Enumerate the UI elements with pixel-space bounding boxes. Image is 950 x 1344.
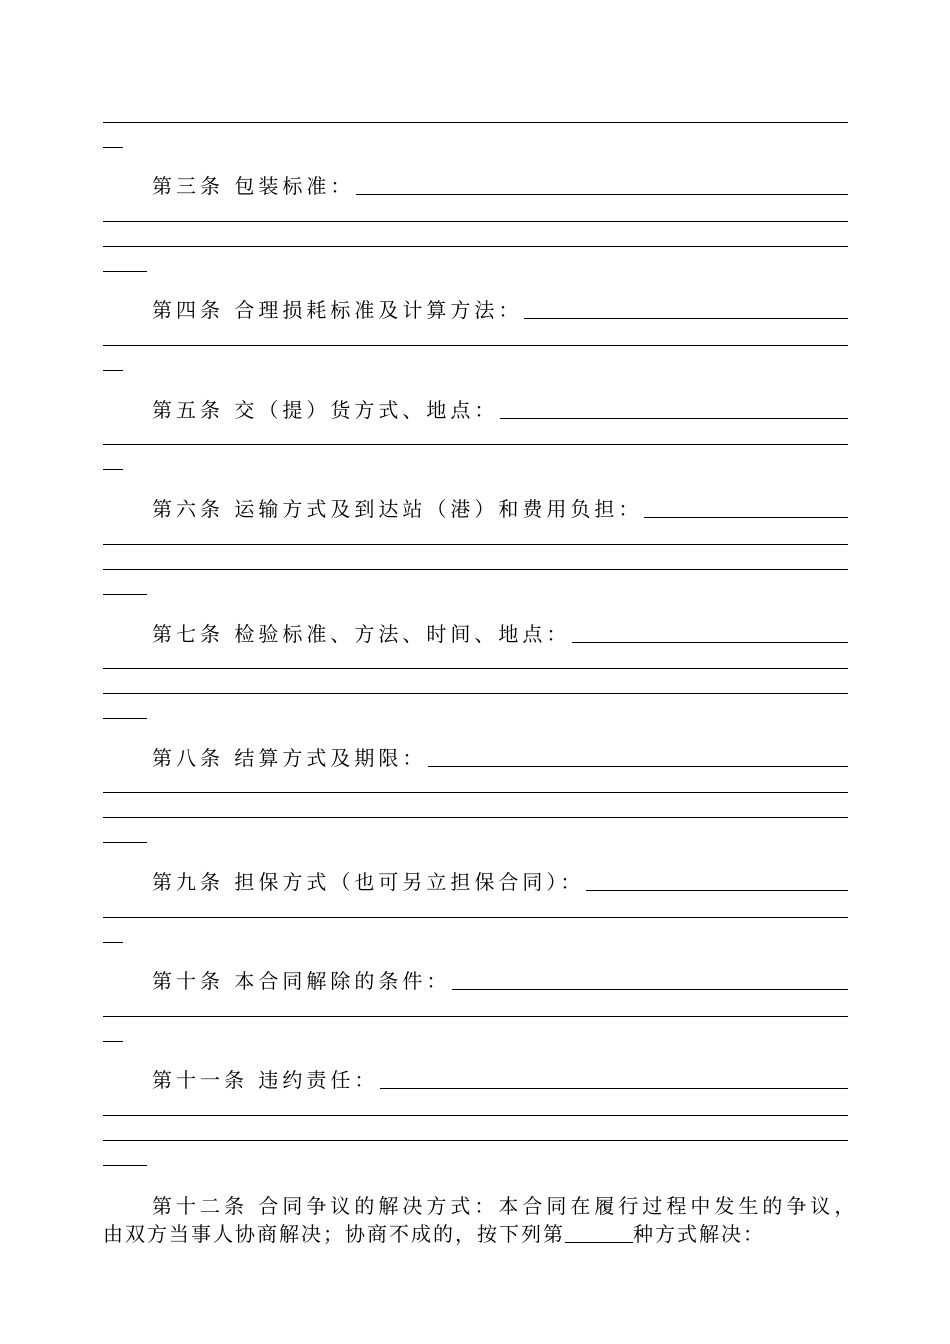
article-6-label: 第六条 运输方式及到达站（港）和费用负担： [152, 497, 643, 521]
article-7-label: 第七条 检验标准、方法、时间、地点： [152, 622, 571, 646]
blank-line-end [103, 1165, 147, 1166]
fill-in-line [428, 766, 848, 767]
article-7 [152, 620, 848, 648]
fill-in-line [356, 194, 848, 195]
article-4 [152, 296, 848, 324]
article-5 [152, 396, 848, 424]
article-8-label: 第八条 结算方式及期限： [152, 746, 427, 770]
article-3-label: 第三条 包装标准： [152, 174, 355, 198]
blank-line [103, 792, 848, 793]
article-10-label: 第十条 本合同解除的条件： [152, 969, 451, 993]
blank-line [103, 693, 848, 694]
blank-line [103, 544, 848, 545]
article-8 [152, 744, 848, 772]
blank-line [103, 444, 848, 445]
article-12 [103, 1192, 863, 1248]
fill-in-line [452, 989, 848, 990]
fill-in-line [524, 318, 848, 319]
fill-in-line [380, 1088, 848, 1089]
blank-line [103, 221, 848, 222]
blank-line-end [103, 842, 147, 843]
blank-line-end [103, 370, 123, 371]
article-12-text-before-blank: 由双方当事人协商解决；协商不成的，按下列第 [103, 1222, 565, 1246]
blank-line [103, 345, 848, 346]
blank-line-end [103, 469, 123, 470]
blank-line [103, 817, 848, 818]
article-10 [152, 967, 848, 995]
blank-line-end [103, 594, 147, 595]
blank-line [103, 917, 848, 918]
blank-line [103, 668, 848, 669]
article-12-line-1: 第十二条 合同争议的解决方式：本合同在履行过程中发生的争议， [152, 1194, 859, 1218]
blank-line-end [103, 271, 147, 272]
article-11-label: 第十一条 违约责任： [152, 1068, 379, 1092]
article-3 [152, 172, 848, 200]
blank-line-end [103, 1041, 123, 1042]
fill-in-line [586, 890, 848, 891]
fill-in-line [500, 418, 848, 419]
fill-in-line [572, 642, 848, 643]
blank-line [103, 246, 848, 247]
choice-number-blank[interactable] [565, 1224, 633, 1243]
article-11 [152, 1066, 848, 1094]
blank-line [103, 1115, 848, 1116]
fill-in-line [644, 517, 848, 518]
blank-line-end [103, 942, 123, 943]
article-12-line-2 [103, 1220, 863, 1248]
article-5-label: 第五条 交（提）货方式、地点： [152, 398, 499, 422]
article-6 [152, 495, 848, 523]
article-4-label: 第四条 合理损耗标准及计算方法： [152, 298, 523, 322]
blank-line [103, 122, 848, 123]
blank-line-end [103, 718, 147, 719]
article-9-label: 第九条 担保方式（也可另立担保合同）： [152, 870, 585, 894]
blank-line-end [103, 147, 123, 148]
blank-line [103, 569, 848, 570]
article-12-text-after-blank: 种方式解决： [633, 1222, 765, 1246]
blank-line [103, 1016, 848, 1017]
blank-line [103, 1140, 848, 1141]
article-9 [152, 868, 848, 896]
